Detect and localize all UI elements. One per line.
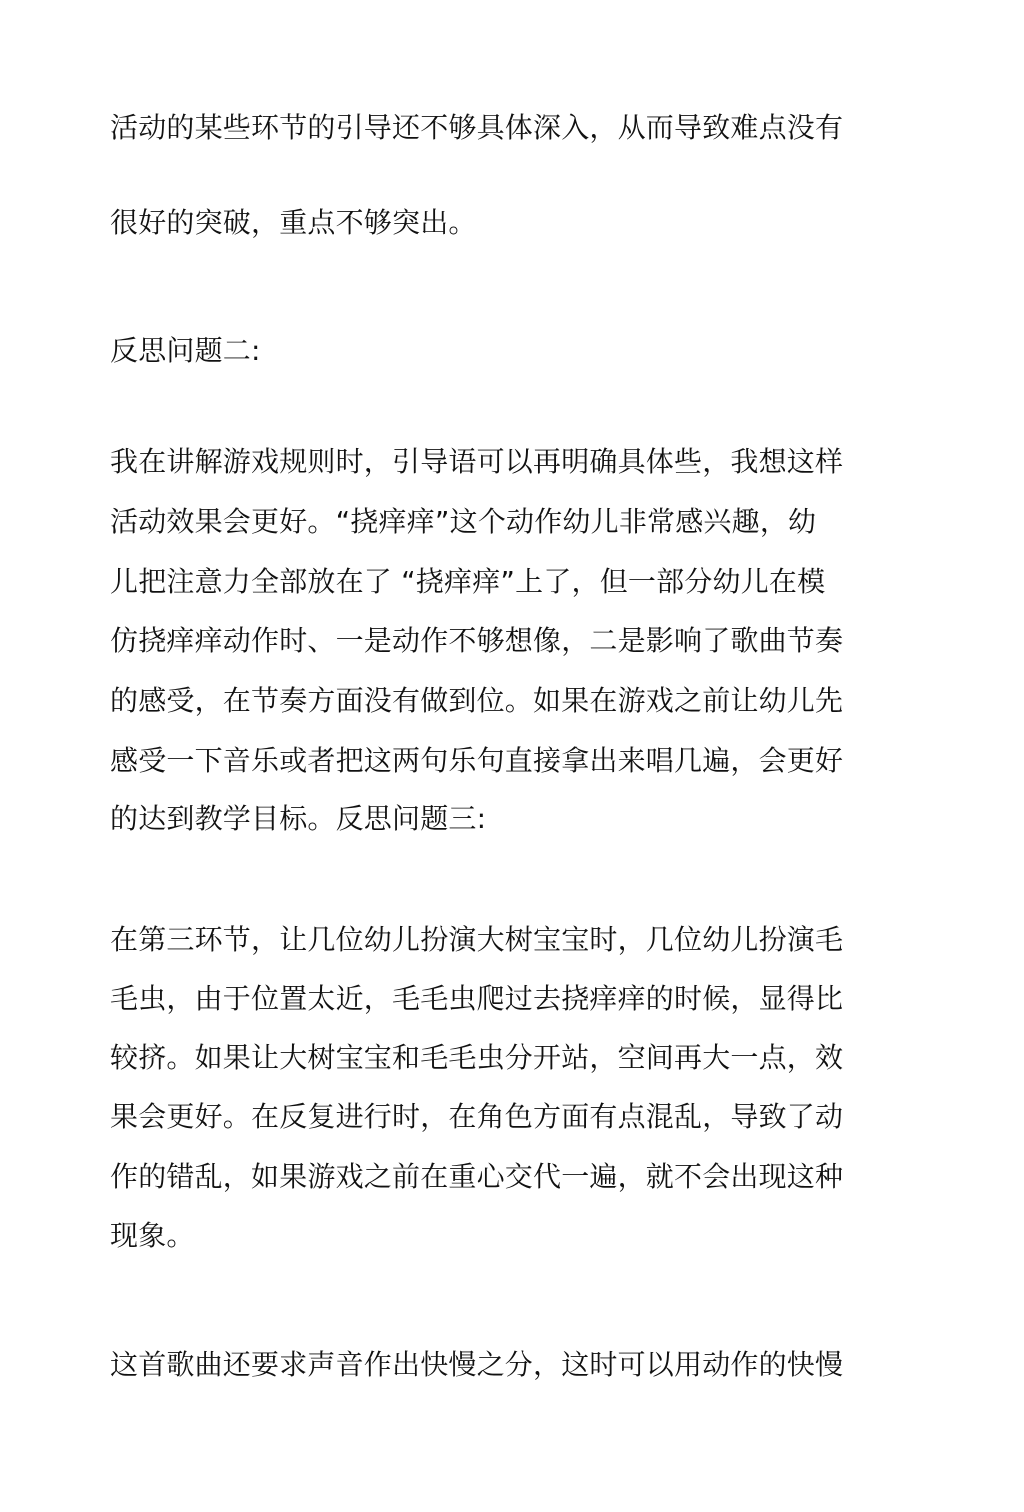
text-line: 在第三环节，让几位幼儿扮演大树宝宝时，几位幼儿扮演毛 xyxy=(110,923,844,956)
text-line: 儿把注意力全部放在了 “挠痒痒”上了，但一部分幼儿在模 xyxy=(110,565,826,598)
text-line: 感受一下音乐或者把这两句乐句直接拿出来唱几遍，会更好 xyxy=(110,744,844,777)
text-line: 果会更好。在反复进行时，在角色方面有点混乱，导致了动 xyxy=(110,1100,844,1133)
text-line: 仿挠痒痒动作时、一是动作不够想像，二是影响了歌曲节奏 xyxy=(110,624,844,657)
text-line: 较挤。如果让大树宝宝和毛毛虫分开站，空间再大一点，效 xyxy=(110,1041,844,1074)
text-line: 的达到教学目标。反思问题三: xyxy=(110,802,487,835)
text-line: 活动效果会更好。“挠痒痒”这个动作幼儿非常感兴趣，幼 xyxy=(110,505,817,538)
text-line: 毛虫，由于位置太近，毛毛虫爬过去挠痒痒的时候，显得比 xyxy=(110,982,844,1015)
text-line: 很好的突破，重点不够突出。 xyxy=(110,206,477,239)
section-heading: 反思问题二: xyxy=(110,334,261,367)
text-line: 的感受，在节奏方面没有做到位。如果在游戏之前让幼儿先 xyxy=(110,684,844,717)
text-line: 活动的某些环节的引导还不够具体深入，从而导致难点没有 xyxy=(110,111,844,144)
text-line: 这首歌曲还要求声音作出快慢之分，这时可以用动作的快慢 xyxy=(110,1348,844,1381)
text-line: 作的错乱，如果游戏之前在重心交代一遍，就不会出现这种 xyxy=(110,1160,844,1193)
text-line: 我在讲解游戏规则时，引导语可以再明确具体些，我想这样 xyxy=(110,445,844,478)
text-line: 现象。 xyxy=(110,1219,195,1252)
